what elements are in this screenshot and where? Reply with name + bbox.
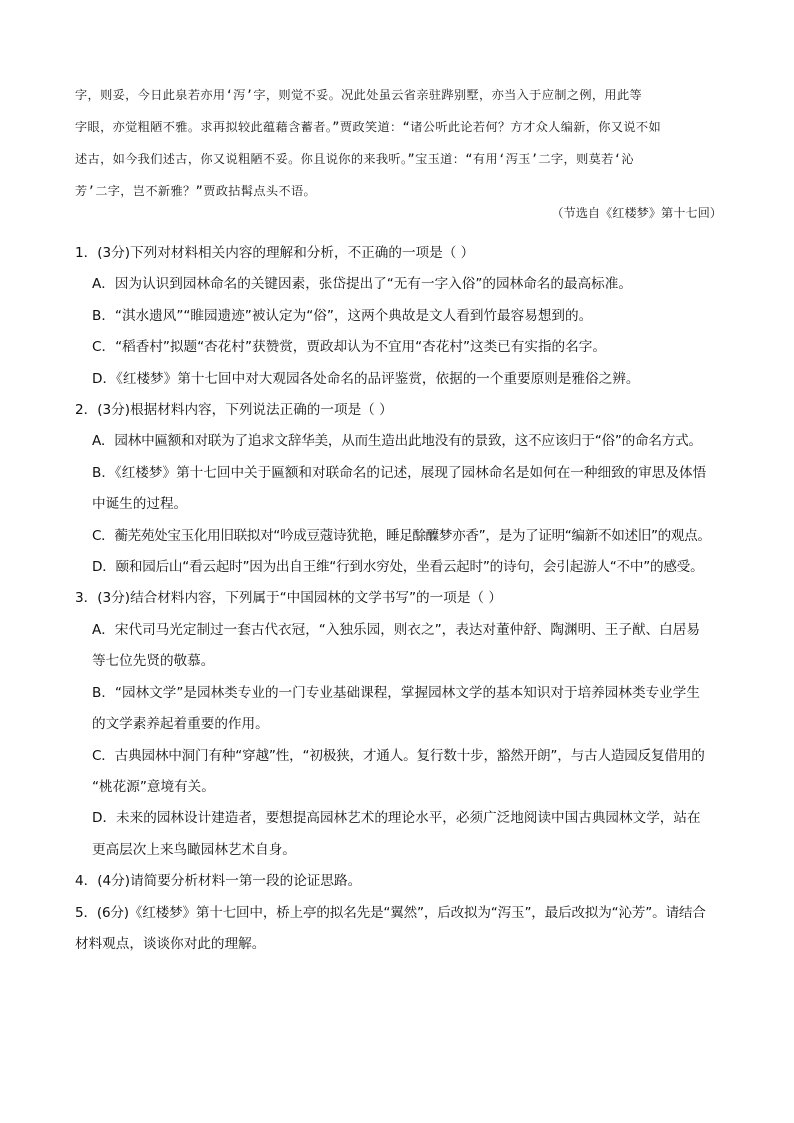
question-3 xyxy=(75,583,723,866)
question-4 xyxy=(75,866,723,897)
option-b: B．“淇水遗风”“睢园遗迹”被认定为“俗”，这两个典故是文人看到竹最容易想到的。 xyxy=(92,307,593,324)
question-stem: 5．(6分)《红楼梦》第十七回中，桥上亭的拟名先是“翼然”，后改拟为“泻玉”，最后改拟为“沁芳”。请结合 xyxy=(75,904,706,921)
option-d: D．未来的园林设计建造者，要想提高园林艺术的理论水平，必须广泛地阅读中国古典园林文学，站在 xyxy=(92,810,701,827)
passage-line: 芳’二字，岂不新雅？”贾政拈髯点头不语。 xyxy=(75,184,317,198)
passage-excerpt xyxy=(75,79,721,207)
option-c: C．蘅芜苑处宝玉化用旧联拟对“吟成豆蔻诗犹艳，睡足酴醾梦亦香”，是为了证明“编新不如述旧”的观点。 xyxy=(92,527,711,544)
question-5 xyxy=(75,898,723,961)
option-a-continuation: 等七位先贤的敬慕。 xyxy=(92,653,215,670)
passage-line: 字，则妥，今日此泉若亦用‘泻’字，则觉不妥。况此处虽云省亲驻跸别墅，亦当入于应制之例，用此等 xyxy=(75,88,643,102)
option-a: A．园林中匾额和对联为了追求文辞华美，从而生造出此地没有的景致，这不应该归于“俗”的命名方式。 xyxy=(92,433,702,450)
question-2 xyxy=(75,395,723,583)
option-d-continuation: 更高层次上来鸟瞰园林艺术自身。 xyxy=(92,841,296,858)
option-c-continuation: “桃花源”意境有关。 xyxy=(92,778,215,795)
option-a: A．宋代司马光定制过一套古代衣冠，“入独乐园，则衣之”，表达对董仲舒、陶渊明、王子猷、白居易 xyxy=(92,621,700,638)
option-b-continuation: 中诞生的过程。 xyxy=(92,496,188,513)
option-c: C．“稻香村”拟题“杏花村”获赞赏，贾政却认为不宜用“杏花村”这类已有实指的名字。 xyxy=(92,339,606,356)
question-stem: 4．(4分)请简要分析材料一第一段的论证思路。 xyxy=(75,873,362,890)
question-stem: 2．(3分)根据材料内容，下列说法正确的一项是（ ） xyxy=(75,402,393,419)
passage-line: 述古，如今我们述古，你又说粗陋不妥。你且说你的来我听。”宝玉道：“有用‘泻玉’二字，则莫若‘沁 xyxy=(75,152,634,166)
question-stem: 3．(3分)结合材料内容，下列属于“中国园林的文学书写”的一项是（ ） xyxy=(75,590,502,607)
option-b: B．《红楼梦》第十七回中关于匾额和对联命名的记述，展现了园林命名是如何在一种细致的审思及体悟 xyxy=(92,464,707,481)
option-b: B．“园林文学”是园林类专业的一门专业基础课程，掌握园林文学的基本知识对于培养园林类专业学生 xyxy=(92,684,700,701)
question-stem: 1．(3分)下列对材料相关内容的理解和分析，不正确的一项是（ ） xyxy=(75,245,475,261)
question-1 xyxy=(75,238,723,395)
option-d: D．《红楼梦》第十七回中对大观园各处命名的品评鉴赏，依据的一个重要原则是雅俗之辨。 xyxy=(92,370,640,387)
option-b-continuation: 的文学素养起着重要的作用。 xyxy=(92,716,269,733)
option-d: D．颐和园后山“看云起时”因为出自王维“行到水穷处，坐看云起时”的诗句，会引起游人“不中”的感受。 xyxy=(92,559,704,576)
option-c: C．古典园林中洞门有种“穿越”性，“初极狭，才通人。复行数十步，豁然开朗”，与古人造园反复借用的 xyxy=(92,747,705,764)
passage-source: （节选自《红楼梦》第十七回） xyxy=(551,206,722,220)
option-a: A．因为认识到园林命名的关键因素，张岱提出了“无有一字入俗”的园林命名的最高标准。 xyxy=(92,276,632,293)
question-list xyxy=(75,238,723,960)
passage-line: 字眼，亦觉粗陋不雅。求再拟较此蕴藉含蓄者。”贾政笑道：“诸公听此论若何？方才众人编新，你又说不如 xyxy=(75,120,661,134)
question-stem-continuation: 材料观点，谈谈你对此的理解。 xyxy=(75,935,266,952)
